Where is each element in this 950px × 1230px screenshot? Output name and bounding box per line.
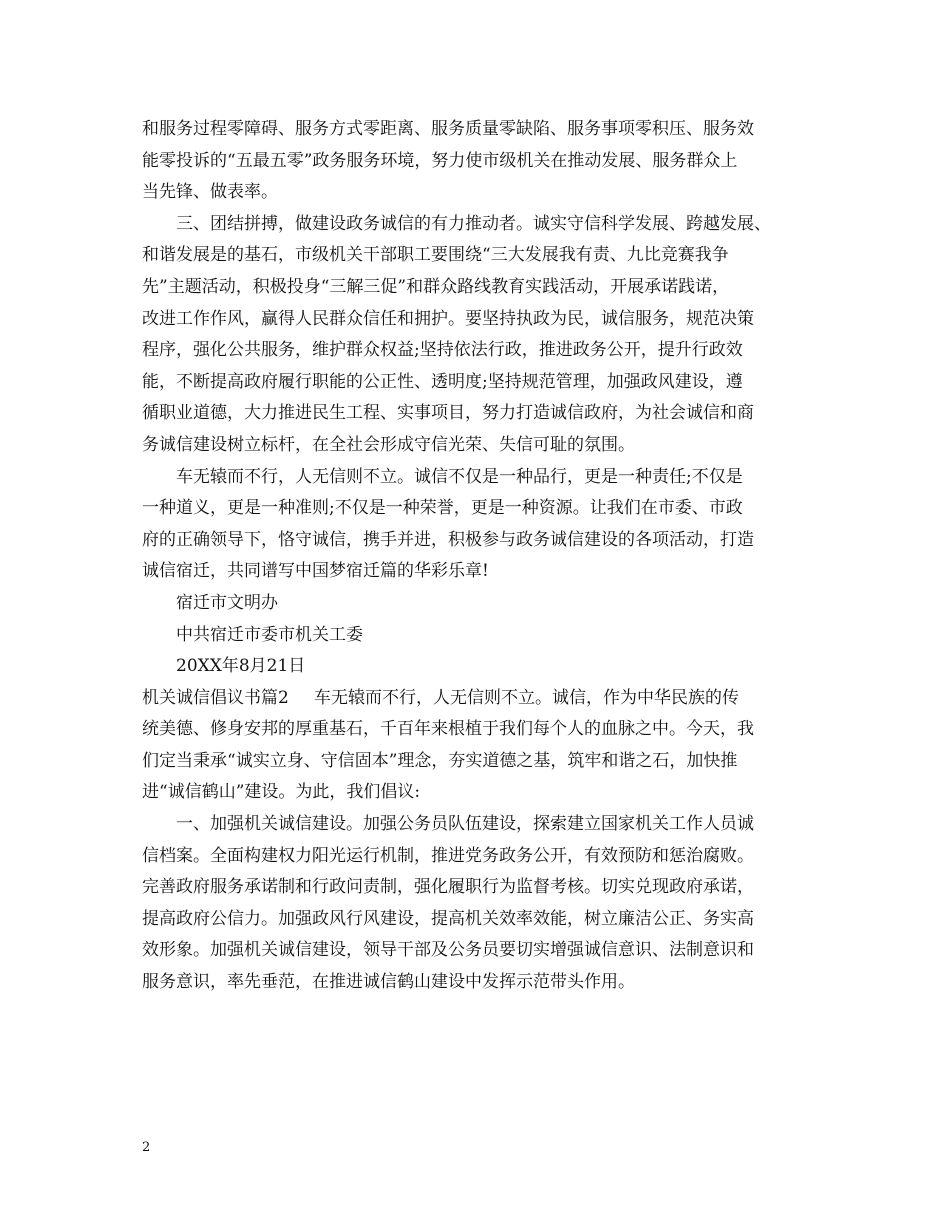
text-line: 提高政府公信力。加强政风行风建设，提高机关效率效能，树立廉洁公正、务实高 <box>142 908 754 929</box>
text-line: 循职业道德，大力推进民生工程、实事项目，努力打造诚信政府，为社会诚信和商 <box>142 403 754 424</box>
text-line: 当先锋、做表率。 <box>142 182 278 203</box>
text-line: 服务意识，率先垂范，在推进诚信鹤山建设中发挥示范带头作用。 <box>142 972 635 993</box>
text-line: 改进工作作风，赢得人民群众信任和拥护。要坚持执政为民，诚信服务，规范决策 <box>142 308 754 329</box>
signature-organization: 宿迁市文明办 <box>176 592 278 613</box>
text-line: 能零投诉的“五最五零”政务服务环境，努力使市级机关在推动发展、服务群众上 <box>142 150 738 171</box>
paragraph-start: 车无辕而不行，人无信则不立。诚信不仅是一种品行，更是一种责任;不仅是 <box>176 466 743 487</box>
signature-organization: 中共宿迁市委市机关工委 <box>176 624 363 645</box>
text-line: 和谐发展是的基石，市级机关干部职工要围绕“三大发展我有责、九比竞赛我争 <box>142 245 729 266</box>
text-line: 府的正确领导下，恪守诚信，携手并进，积极参与政务诚信建设的各项活动，打造 <box>142 529 754 550</box>
text-line: 进“诚信鹤山”建设。为此，我们倡议: <box>142 782 421 803</box>
text-line: 先”主题活动，积极投身“三解三促”和群众路线教育实践活动，开展承诺践诺， <box>142 276 730 297</box>
text-line: 们定当秉承“诚实立身、守信固本”理念，夯实道德之基，筑牢和谐之石，加快推 <box>142 750 738 771</box>
text-line: 诚信宿迁，共同谱写中国梦宿迁篇的华彩乐章! <box>142 561 489 582</box>
text-line: 务诚信建设树立标杆，在全社会形成守信光荣、失信可耻的氛围。 <box>142 434 635 455</box>
text-line-inline: 车无辕而不行，人无信则不立。诚信，作为中华民族的传 <box>314 687 739 708</box>
text-line: 效形象。加强机关诚信建设，领导干部及公务员要切实增强诚信意识、法制意识和 <box>142 940 754 961</box>
paragraph-start: 三、团结拼搏，做建设政务诚信的有力推动者。诚实守信科学发展、跨越发展、 <box>176 213 771 234</box>
text-line: 统美德、修身安邦的厚重基石，千百年来根植于我们每个人的血脉之中。今天，我 <box>142 719 754 740</box>
text-line: 和服务过程零障碍、服务方式零距离、服务质量零缺陷、服务事项零积压、服务效 <box>142 119 754 139</box>
text-line: 信档案。全面构建权力阳光运行机制，推进党务政务公开，有效预防和惩治腐败。 <box>142 845 754 866</box>
text-line: 能，不断提高政府履行职能的公正性、透明度;坚持规范管理，加强政风建设，遵 <box>142 371 743 392</box>
section-heading: 机关诚信倡议书篇2 <box>142 687 289 708</box>
paragraph-start: 一、加强机关诚信建设。加强公务员队伍建设，探索建立国家机关工作人员诚 <box>176 814 754 835</box>
text-line: 完善政府服务承诺制和行政问责制，强化履职行为监督考核。切实兑现政府承诺， <box>142 877 754 898</box>
page-number: 2 <box>142 1140 151 1155</box>
signature-date: 20XX年8月21日 <box>176 656 306 677</box>
section-heading-line <box>142 683 810 715</box>
document-body <box>142 114 810 999</box>
text-line: 程序，强化公共服务，维护群众权益;坚持依法行政，推进政务公开，提升行政效 <box>142 340 743 361</box>
text-line: 一种道义，更是一种准则;不仅是一种荣誉，更是一种资源。让我们在市委、市政 <box>142 498 743 519</box>
